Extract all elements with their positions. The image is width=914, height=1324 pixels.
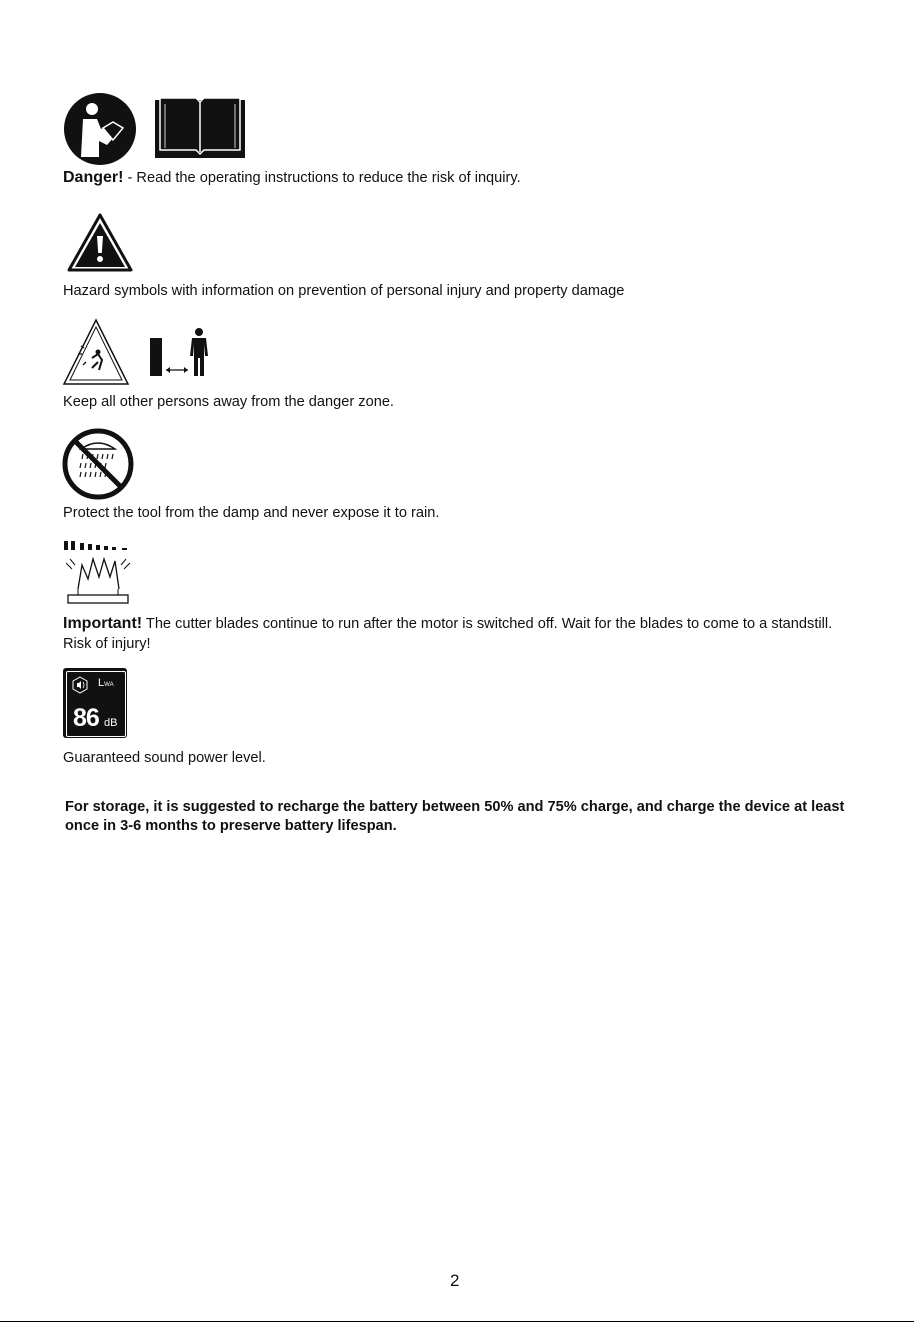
footer-rule: [0, 1321, 914, 1322]
blade-runout-instruction: [63, 614, 853, 654]
thrown-objects-warning-icon: [62, 318, 130, 386]
sound-level-text: Guaranteed sound power level.: [63, 750, 266, 766]
storage-note: For storage, it is suggested to recharge the battery between 50% and 75% charge, and charge the device at least once in 3-6 months to preserve battery lifespan.: [65, 799, 845, 834]
no-rain-text: Protect the tool from the damp and never expose it to rain.: [63, 505, 440, 521]
danger-text: - Read the operating instructions to reduce the risk of inquiry.: [123, 170, 521, 186]
danger-instruction: [63, 168, 521, 188]
danger-label: Danger!: [63, 169, 124, 186]
hazard-symbols-text: Hazard symbols with information on prevention of personal injury and property damage: [63, 283, 625, 299]
read-manual-person-icon: [63, 92, 137, 166]
lwa-l: L: [98, 677, 105, 689]
lwa-label: [98, 677, 114, 691]
important-text: The cutter blades continue to run after the motor is switched off. Wait for the blades to come to a standstill. Risk of injury!: [63, 616, 833, 652]
sound-wave-icon: [71, 676, 89, 694]
warning-triangle-icon: [66, 212, 134, 274]
important-label: Important!: [63, 615, 143, 632]
no-rain-icon: [61, 427, 135, 501]
lwa-sub: WA: [104, 682, 114, 688]
manual-book-icon: [155, 96, 245, 158]
keep-distance-icon: [148, 328, 214, 378]
keep-away-text: Keep all other persons away from the danger zone.: [63, 394, 394, 410]
sound-value: 86: [73, 704, 99, 732]
sound-power-label: [63, 668, 127, 738]
page-number: 2: [450, 1271, 460, 1290]
sound-unit: dB: [104, 717, 118, 729]
blade-runout-icon: [62, 539, 136, 605]
